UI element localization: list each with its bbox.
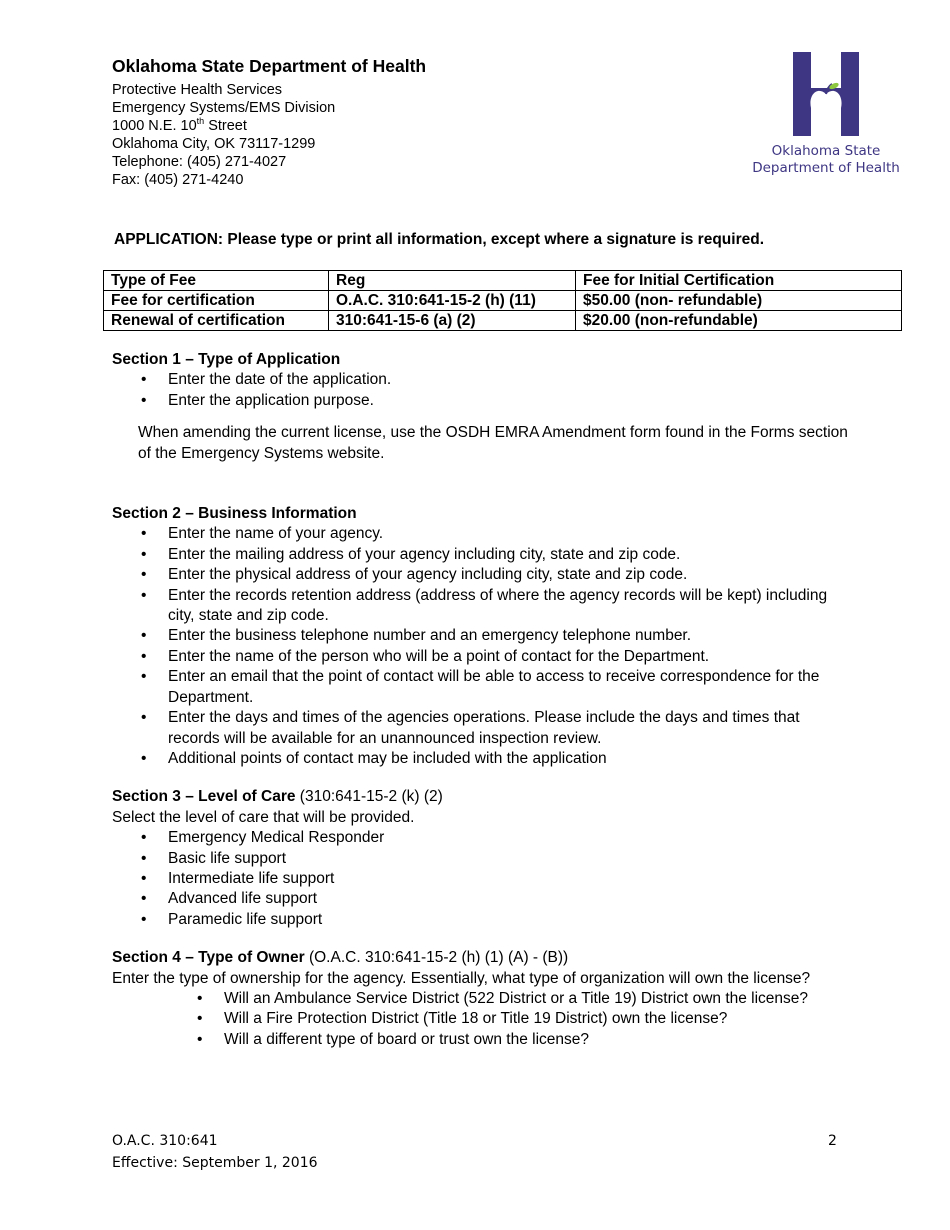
- section-heading: Section 3 – Level of Care: [112, 788, 296, 806]
- table-header-row: [104, 271, 902, 291]
- bullet-list: [112, 828, 852, 930]
- table-cell: Fee for certification: [104, 291, 329, 311]
- table-cell: Renewal of certification: [104, 311, 329, 331]
- section-heading: Section 2 – Business Information: [112, 505, 357, 523]
- osdh-logo: [748, 50, 904, 177]
- section-3: [112, 787, 852, 930]
- section-heading-line: [112, 787, 852, 807]
- table-header-cell: Fee for Initial Certification: [576, 271, 902, 291]
- table-cell: 310:641-15-6 (a) (2): [329, 311, 576, 331]
- table-cell: $50.00 (non- refundable): [576, 291, 902, 311]
- street-address: 1000 N.E. 10th Street: [112, 116, 247, 134]
- section-heading: Section 1 – Type of Application: [112, 351, 341, 368]
- list-item: • Will a Fire Protection District (Title 18 or Title 19 District) own the license?: [224, 1009, 852, 1029]
- list-item: • Enter the date of the application.: [168, 370, 852, 390]
- list-item: • Enter the name of the person who will be a point of contact for the Department.: [168, 647, 852, 667]
- section-heading-line: [112, 948, 852, 968]
- section-2: [112, 504, 852, 769]
- regulation-code: O.A.C. 310:641: [112, 1133, 218, 1149]
- fee-table: [103, 270, 902, 331]
- list-item: • Enter the mailing address of your agency including city, state and zip code.: [168, 545, 852, 565]
- list-item: • Emergency Medical Responder: [168, 828, 852, 848]
- list-item: • Will a different type of board or trust own the license?: [224, 1030, 852, 1050]
- h-apple-logo-icon: [791, 50, 861, 138]
- list-item: • Enter the days and times of the agencies operations. Please include the days and times that records will be available for an unannounced inspection review.: [168, 708, 852, 749]
- division-line: Emergency Systems/EMS Division: [112, 100, 336, 116]
- list-item: • Paramedic life support: [168, 910, 852, 930]
- amendment-note: When amending the current license, use the OSDH EMRA Amendment form found in the Forms section of the Emergency Systems website.: [138, 424, 848, 462]
- section-4: [112, 948, 852, 1050]
- list-item: • Enter the name of your agency.: [168, 524, 852, 544]
- section-heading: Section 4 – Type of Owner: [112, 949, 305, 967]
- list-item: • Basic life support: [168, 849, 852, 869]
- table-cell: O.A.C. 310:641-15-2 (h) (11): [329, 291, 576, 311]
- list-item: • Enter the records retention address (address of where the agency records will be kept) including city, state and zip code.: [168, 586, 852, 627]
- list-item: • Intermediate life support: [168, 869, 852, 889]
- page-number: 2: [828, 1133, 837, 1149]
- list-item: • Enter an email that the point of contact will be able to access to receive correspondence for the Department.: [168, 667, 852, 708]
- telephone: Telephone: (405) 271-4027: [112, 154, 287, 170]
- list-item: • Enter the physical address of your agency including city, state and zip code.: [168, 565, 852, 585]
- division-line: Protective Health Services: [112, 82, 283, 98]
- table-row: [104, 291, 902, 311]
- table-header-cell: Reg: [329, 271, 576, 291]
- page-footer: [112, 1130, 318, 1174]
- list-item: • Additional points of contact may be included with the application: [168, 749, 852, 769]
- bullet-list: [112, 989, 852, 1050]
- regulation-ref: (O.A.C. 310:641-15-2 (h) (1) (A) - (B)): [304, 949, 569, 967]
- section-intro: Select the level of care that will be provided.: [112, 808, 415, 826]
- instructions-body: [112, 350, 852, 1050]
- org-name: Oklahoma State Department of Health: [112, 56, 427, 76]
- list-item: • Enter the application purpose.: [168, 391, 852, 411]
- bullet-list: [112, 370, 852, 411]
- list-item: • Enter the business telephone number and an emergency telephone number.: [168, 626, 852, 646]
- list-item: • Will an Ambulance Service District (522 District or a Title 19) District own the license?: [224, 989, 852, 1009]
- application-instruction: APPLICATION: Please type or print all information, except where a signature is required.: [114, 231, 765, 248]
- agency-header: [112, 56, 426, 189]
- regulation-ref: (310:641-15-2 (k) (2): [295, 788, 443, 806]
- section-intro: Enter the type of ownership for the agency. Essentially, what type of organization will own the license?: [112, 969, 811, 987]
- section-1: [112, 350, 852, 464]
- table-header-cell: Type of Fee: [104, 271, 329, 291]
- table-cell: $20.00 (non-refundable): [576, 311, 902, 331]
- city-line: Oklahoma City, OK 73117-1299: [112, 136, 316, 152]
- effective-date: Effective: September 1, 2016: [112, 1155, 318, 1171]
- table-row: [104, 311, 902, 331]
- logo-text: Oklahoma State Department of Health: [752, 143, 900, 176]
- list-item: • Advanced life support: [168, 889, 852, 909]
- bullet-list: [112, 524, 852, 769]
- fax: Fax: (405) 271-4240: [112, 172, 244, 188]
